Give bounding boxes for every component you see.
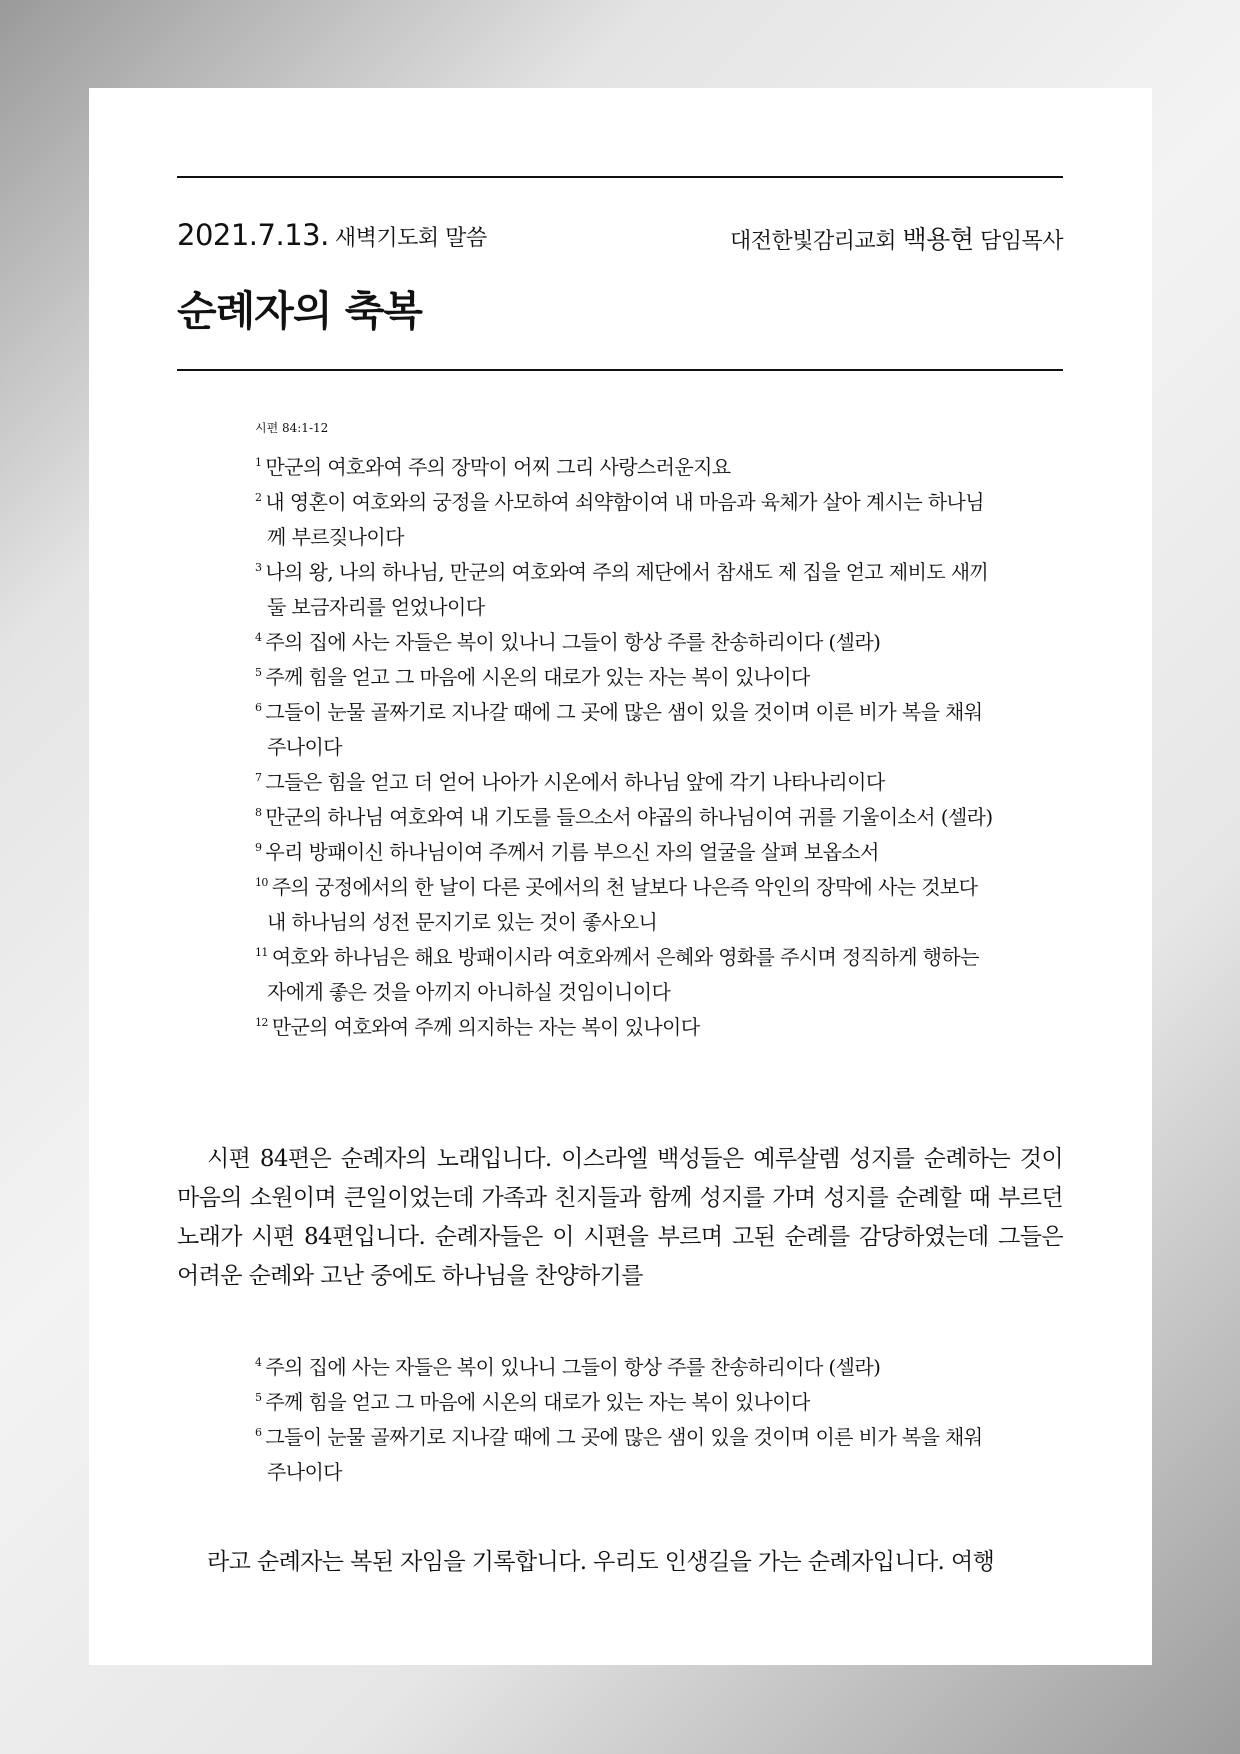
verse-text: 주께 힘을 얻고 그 마음에 시온의 대로가 있는 자는 복이 있나이다	[265, 665, 810, 689]
body-paragraph: 시편 84편은 순례자의 노래입니다. 이스라엘 백성들은 예루살렘 성지를 순례하는 것이 마음의 소원이며 큰일이었는데 가족과 친지들과 함께 성지를 가며 성지를 순례할 때 부르던 노래가 시편 84편입니다. 순례자들은 이 시편을 부르며 고된 순례를 감당하였는데 그들은 어려운 순례와 고난 중에도 하나님을 찬양하기를	[177, 1146, 1063, 1289]
verse	[255, 625, 995, 660]
verse-text: 만군의 여호와여 주의 장막이 어찌 그리 사랑스러운지요	[265, 455, 731, 479]
verse-number: 4	[255, 1356, 262, 1369]
verse	[255, 870, 995, 940]
pastor-title: 담임목사	[979, 229, 1063, 254]
verse-text: 내 영혼이 여호와의 궁정을 사모하여 쇠약함이여 내 마음과 육체가 살아 계시는 하나님께 부르짖나이다	[265, 490, 984, 549]
verse	[255, 660, 995, 695]
service-name: 새벽기도회 말씀	[334, 226, 487, 251]
verse	[255, 555, 995, 625]
verse-number: 10	[255, 876, 268, 889]
verse-number: 1	[255, 456, 262, 469]
sermon-title: 순례자의 축복	[177, 287, 422, 335]
verse	[255, 1350, 995, 1385]
verse	[255, 1420, 995, 1490]
top-rule	[177, 176, 1063, 178]
verse-text: 만군의 여호와여 주께 의지하는 자는 복이 있나이다	[271, 1015, 700, 1039]
verse-text: 주의 궁정에서의 한 날이 다른 곳에서의 천 날보다 나은즉 악인의 장막에 사는 것보다 내 하나님의 성전 문지기로 있는 것이 좋사오니	[267, 875, 978, 934]
verse-number: 5	[255, 666, 262, 679]
verse-number: 2	[255, 491, 262, 504]
scripture-reference: 시편 84:1-12	[255, 421, 329, 435]
verse	[255, 800, 995, 835]
sermon-date-line	[177, 218, 487, 252]
sermon-date: 2021.7.13.	[177, 218, 329, 252]
verse-number: 6	[255, 1426, 262, 1439]
verse-number: 12	[255, 1016, 268, 1029]
verse-number: 4	[255, 631, 262, 644]
verse-text: 주의 집에 사는 자들은 복이 있나니 그들이 항상 주를 찬송하리이다 (셀라)	[265, 630, 881, 654]
verse-number: 9	[255, 841, 262, 854]
scripture-verses	[255, 450, 995, 1045]
verse-number: 8	[255, 806, 262, 819]
verse-number: 11	[255, 946, 268, 959]
quoted-verses	[255, 1350, 995, 1490]
verse-text: 주의 집에 사는 자들은 복이 있나니 그들이 항상 주를 찬송하리이다 (셀라)	[265, 1355, 881, 1379]
verse	[255, 835, 995, 870]
verse-text: 여호와 하나님은 해요 방패이시라 여호와께서 은혜와 영화를 주시며 정직하게 행하는 자에게 좋은 것을 아끼지 아니하실 것임이니이다	[267, 945, 979, 1004]
verse	[255, 765, 995, 800]
title-rule	[177, 369, 1063, 371]
verse	[255, 485, 995, 555]
verse	[255, 450, 995, 485]
verse	[255, 695, 995, 765]
verse-number: 3	[255, 561, 262, 574]
verse-text: 우리 방패이신 하나님이여 주께서 기름 부으신 자의 얼굴을 살펴 보옵소서	[265, 840, 879, 864]
verse-text: 주께 힘을 얻고 그 마음에 시온의 대로가 있는 자는 복이 있나이다	[265, 1390, 810, 1414]
verse	[255, 1010, 995, 1045]
verse	[255, 1385, 995, 1420]
verse-number: 5	[255, 1391, 262, 1404]
pastor-name: 백용현	[902, 225, 974, 254]
verse-text: 만군의 하나님 여호와여 내 기도를 들으소서 야곱의 하나님이여 귀를 기울이소서 (셀라)	[265, 805, 993, 829]
verse-number: 7	[255, 771, 262, 784]
verse-text: 그들이 눈물 골짜기로 지나갈 때에 그 곳에 많은 샘이 있을 것이며 이른 비가 복을 채워 주나이다	[265, 1425, 983, 1484]
verse-text: 그들이 눈물 골짜기로 지나갈 때에 그 곳에 많은 샘이 있을 것이며 이른 비가 복을 채워 주나이다	[265, 700, 983, 759]
verse-text: 나의 왕, 나의 하나님, 만군의 여호와여 주의 제단에서 참새도 제 집을 얻고 제비도 새끼 둘 보금자리를 얻었나이다	[265, 560, 989, 619]
church-name: 대전한빛감리교회	[730, 229, 897, 254]
preacher-line	[730, 220, 1063, 256]
verse-number: 6	[255, 701, 262, 714]
verse	[255, 940, 995, 1010]
body-paragraph: 라고 순례자는 복된 자임을 기록합니다. 우리도 인생길을 가는 순례자입니다. 여행	[207, 1549, 995, 1575]
verse-text: 그들은 힘을 얻고 더 얻어 나아가 시온에서 하나님 앞에 각기 나타나리이다	[265, 770, 885, 794]
document-page	[89, 88, 1152, 1665]
